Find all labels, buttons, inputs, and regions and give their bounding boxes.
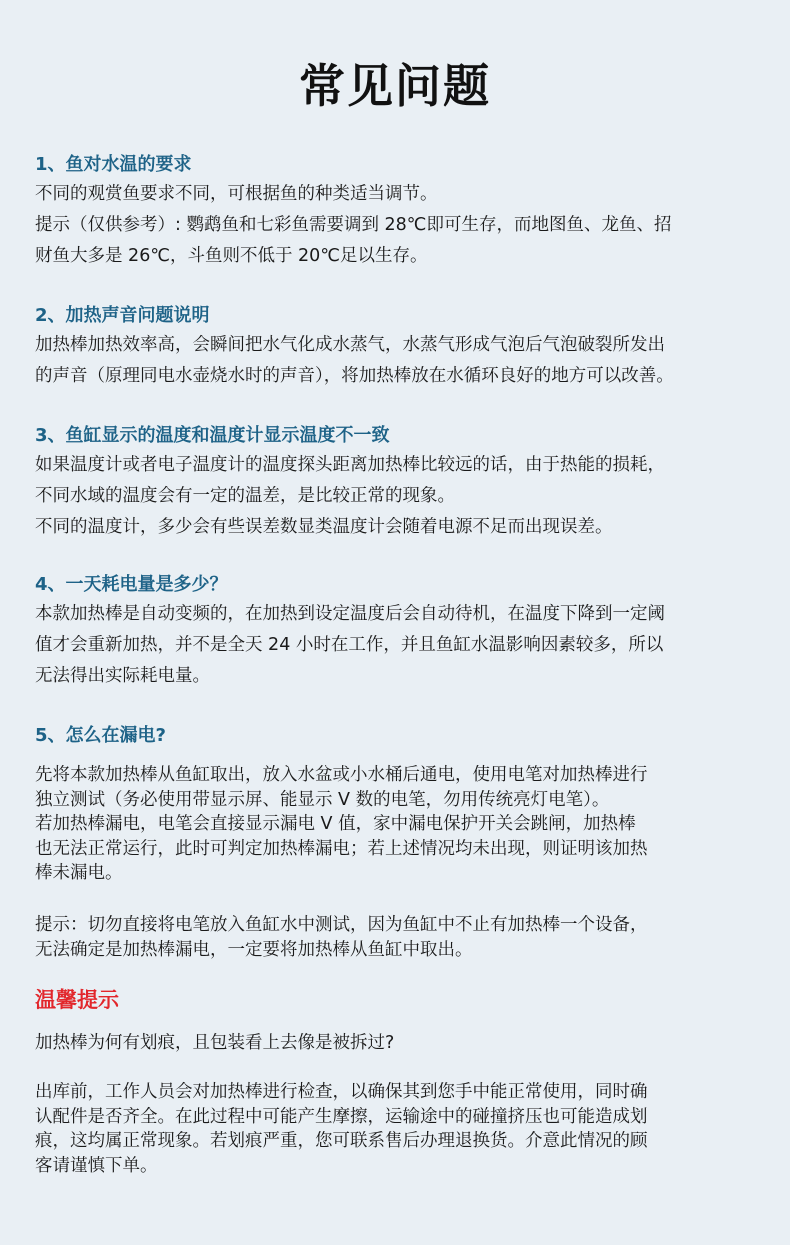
text-line: 如果温度计或者电子温度计的温度探头距离加热棒比较远的话，由于热能的损耗， xyxy=(35,455,665,475)
faq-section-4 xyxy=(35,571,665,692)
text-line: 不同水域的温度会有一定的温差，是比较正常的现象。 xyxy=(35,486,455,506)
section-heading: 2、加热声音问题说明 xyxy=(35,305,210,326)
text-line: 痕，这均属正常现象。若划痕严重，您可联系售后办理退换货。介意此情况的顾 xyxy=(35,1131,648,1151)
text-line: 独立测试（务必使用带显示屏、能显示 V 数的电笔，勿用传统亮灯电笔）。 xyxy=(35,789,610,810)
text-line: 无法确定是加热棒漏电，一定要将加热棒从鱼缸中取出。 xyxy=(35,939,473,960)
text-line: 认配件是否齐全。在此过程中可能产生摩擦，运输途中的碰撞挤压也可能造成划 xyxy=(35,1106,648,1127)
notice-heading-block xyxy=(35,986,119,1014)
text-line: 不同的观赏鱼要求不同，可根据鱼的种类适当调节。 xyxy=(35,184,438,204)
text-line: 不同的温度计，多少会有些误差数显类温度计会随着电源不足而出现误差。 xyxy=(35,517,613,537)
notice-answer xyxy=(35,1080,648,1178)
text-line: 棒未漏电。 xyxy=(35,863,123,883)
section-heading: 4、一天耗电量是多少？ xyxy=(35,574,228,595)
faq-section-1 xyxy=(35,151,671,272)
notice-heading: 温馨提示 xyxy=(35,988,119,1012)
text-line: 财鱼大多是 26℃，斗鱼则不低于 20℃足以生存。 xyxy=(35,246,428,266)
section-heading: 3、鱼缸显示的温度和温度计显示温度不一致 xyxy=(35,425,390,446)
text-line: 也无法正常运行，此时可判定加热棒漏电；若上述情况均未出现，则证明该加热 xyxy=(35,838,648,859)
section-heading: 1、鱼对水温的要求 xyxy=(35,154,192,175)
faq-section-5-body xyxy=(35,763,648,886)
faq-section-3 xyxy=(35,422,665,543)
notice-question-block xyxy=(35,1031,394,1056)
notice-question: 加热棒为何有划痕，且包装看上去像是被拆过? xyxy=(35,1033,395,1053)
text-line: 先将本款加热棒从鱼缸取出，放入水盆或小水桶后通电，使用电笔对加热棒进行 xyxy=(35,765,648,785)
text-line: 值才会重新加热，并不是全天 24 小时在工作，并且鱼缸水温影响因素较多，所以 xyxy=(35,635,664,655)
text-line: 加热棒加热效率高，会瞬间把水气化成水蒸气，水蒸气形成气泡后气泡破裂所发出 xyxy=(35,335,665,355)
section-heading: 5、怎么在漏电? xyxy=(35,725,166,746)
page-title: 常见问题 xyxy=(299,59,491,113)
text-line: 提示：切勿直接将电笔放入鱼缸水中测试，因为鱼缸中不止有加热棒一个设备， xyxy=(35,915,648,935)
text-line: 无法得出实际耗电量。 xyxy=(35,666,210,686)
text-line: 客请谨慎下单。 xyxy=(35,1155,158,1176)
faq-section-5-heading xyxy=(35,722,166,750)
text-line: 若加热棒漏电，电笔会直接显示漏电 V 值，家中漏电保护开关会跳闸，加热棒 xyxy=(35,814,636,834)
text-line: 提示（仅供参考）: 鹦鹉鱼和七彩鱼需要调到 28℃即可生存，而地图鱼、龙鱼、招 xyxy=(35,215,672,235)
faq-section-5-tip xyxy=(35,913,648,962)
text-line: 本款加热棒是自动变频的，在加热到设定温度后会自动待机，在温度下降到一定阈 xyxy=(35,604,665,624)
text-line: 的声音（原理同电水壶烧水时的声音），将加热棒放在水循环良好的地方可以改善。 xyxy=(35,366,674,386)
faq-section-2 xyxy=(35,302,674,392)
text-line: 出库前，工作人员会对加热棒进行检查，以确保其到您手中能正常使用，同时确 xyxy=(35,1082,648,1102)
